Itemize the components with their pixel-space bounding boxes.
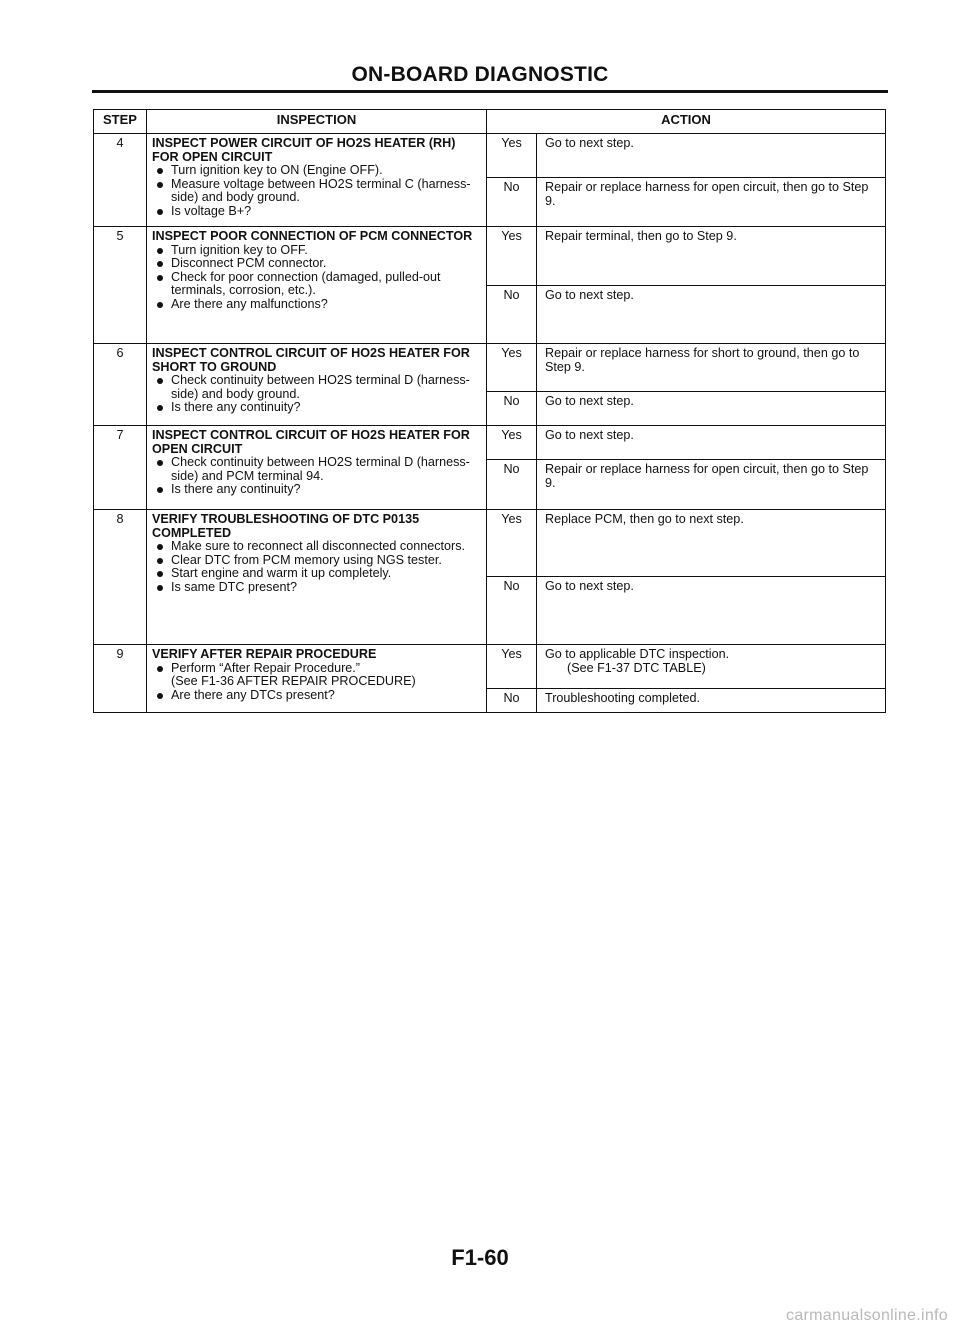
table-row [94,645,886,689]
inspection-item: Is there any continuity? [152,401,482,415]
table-row [94,227,886,286]
bullet-icon [157,666,163,672]
inspection-item: Check continuity between HO2S terminal D (harness-side) and body ground. [152,374,482,401]
inspection-item: Is there any continuity? [152,483,482,497]
action-text: Replace PCM, then go to next step. [537,510,886,577]
bullet-icon [157,168,163,174]
step-number: 8 [94,510,147,645]
inspection-item: Perform “After Repair Procedure.” [152,662,482,676]
inspection-items [152,689,482,703]
column-header-step: STEP [94,110,147,134]
bullet-icon [157,487,163,493]
action-text: Go to applicable DTC inspection. [545,647,730,661]
inspection-items [152,374,482,415]
title-rule [92,90,888,93]
bullet-icon [157,558,163,564]
column-header-inspection: INSPECTION [147,110,487,134]
inspection-title: INSPECT POWER CIRCUIT OF HO2S HEATER (RH) FOR OPEN CIRCUIT [152,136,456,164]
answer-yes: Yes [487,134,537,178]
inspection-title: INSPECT CONTROL CIRCUIT OF HO2S HEATER FOR SHORT TO GROUND [152,346,470,374]
inspection-items [152,662,482,676]
answer-no: No [487,178,537,227]
action-text: Go to next step. [537,426,886,460]
inspection-cell [147,134,487,227]
bullet-icon [157,460,163,466]
action-subtext: (See F1-37 DTC TABLE) [567,660,706,675]
table-row [94,510,886,577]
inspection-cell [147,344,487,426]
bullet-icon [157,209,163,215]
answer-no: No [487,460,537,510]
answer-yes: Yes [487,426,537,460]
inspection-items [152,164,482,218]
answer-no: No [487,286,537,344]
answer-yes: Yes [487,510,537,577]
answer-no: No [487,689,537,713]
step-number: 4 [94,134,147,227]
bullet-icon [157,182,163,188]
step-number: 9 [94,645,147,713]
bullet-icon [157,302,163,308]
bullet-icon [157,405,163,411]
bullet-icon [157,261,163,267]
bullet-icon [157,275,163,281]
inspection-item: Disconnect PCM connector. [152,257,482,271]
inspection-item: Turn ignition key to ON (Engine OFF). [152,164,482,178]
inspection-item: Is voltage B+? [152,205,482,219]
action-text: Go to next step. [537,392,886,426]
bullet-icon [157,693,163,699]
answer-yes: Yes [487,645,537,689]
step-number: 5 [94,227,147,344]
action-cell [537,645,886,689]
table-row [94,426,886,460]
inspection-item: Check for poor connection (damaged, pulled-out terminals, corrosion, etc.). [152,271,482,298]
answer-yes: Yes [487,227,537,286]
bullet-icon [157,571,163,577]
inspection-cell [147,227,487,344]
answer-no: No [487,577,537,645]
inspection-item: Turn ignition key to OFF. [152,244,482,258]
action-text: Repair terminal, then go to Step 9. [537,227,886,286]
inspection-note: (See F1-36 AFTER REPAIR PROCEDURE) [171,674,416,689]
inspection-title: INSPECT CONTROL CIRCUIT OF HO2S HEATER FOR OPEN CIRCUIT [152,428,470,456]
inspection-title: VERIFY TROUBLESHOOTING OF DTC P0135 COMPLETED [152,512,420,540]
action-text: Repair or replace harness for open circuit, then go to Step 9. [537,178,886,227]
action-text: Repair or replace harness for short to ground, then go to Step 9. [537,344,886,392]
step-number: 6 [94,344,147,426]
inspection-item: Check continuity between HO2S terminal D (harness-side) and PCM terminal 94. [152,456,482,483]
inspection-item: Make sure to reconnect all disconnected connectors. [152,540,482,554]
inspection-cell [147,426,487,510]
table-row [94,134,886,178]
bullet-icon [157,544,163,550]
inspection-title: VERIFY AFTER REPAIR PROCEDURE [152,647,377,661]
action-text: Go to next step. [537,577,886,645]
action-text: Troubleshooting completed. [537,689,886,713]
bullet-icon [157,378,163,384]
diagnostic-table [93,109,886,713]
inspection-item: Are there any malfunctions? [152,298,482,312]
inspection-title: INSPECT POOR CONNECTION OF PCM CONNECTOR [152,229,473,243]
inspection-item: Clear DTC from PCM memory using NGS tester. [152,554,482,568]
watermark: carmanualsonline.info [786,1307,948,1324]
action-text: Repair or replace harness for open circuit, then go to Step 9. [537,460,886,510]
inspection-item: Start engine and warm it up completely. [152,567,482,581]
column-header-action: ACTION [487,110,886,134]
answer-yes: Yes [487,344,537,392]
inspection-items [152,540,482,594]
table-row [94,344,886,392]
inspection-cell [147,510,487,645]
bullet-icon [157,248,163,254]
inspection-item: Measure voltage between HO2S terminal C (harness-side) and body ground. [152,178,482,205]
inspection-item: Are there any DTCs present? [152,689,482,703]
page-number: F1-60 [451,1245,509,1270]
page-title: ON-BOARD DIAGNOSTIC [351,63,609,86]
inspection-item: Is same DTC present? [152,581,482,595]
bullet-icon [157,585,163,591]
inspection-items [152,456,482,497]
action-text: Go to next step. [537,134,886,178]
inspection-cell [147,645,487,713]
action-text: Go to next step. [537,286,886,344]
step-number: 7 [94,426,147,510]
answer-no: No [487,392,537,426]
table-header-row [94,110,886,134]
inspection-items [152,244,482,312]
